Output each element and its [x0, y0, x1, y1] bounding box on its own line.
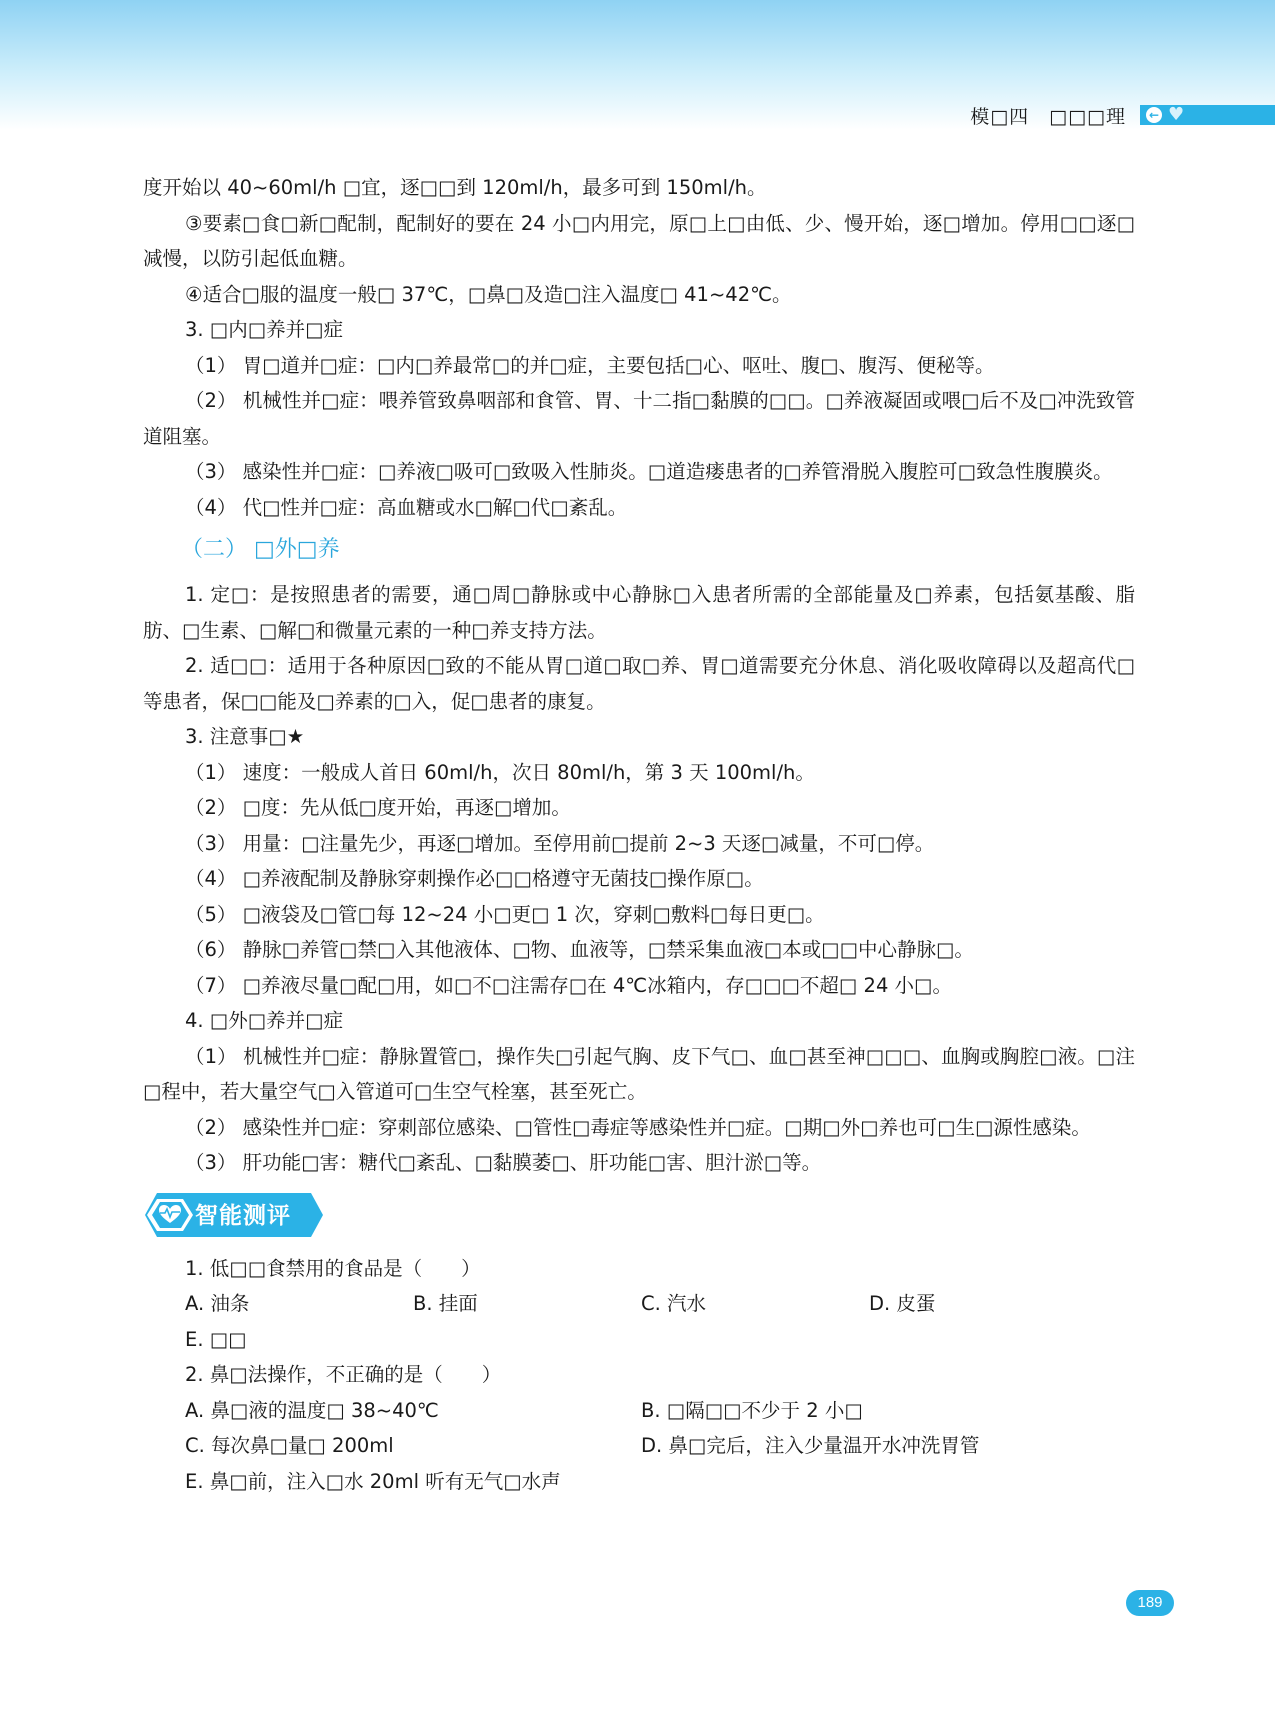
- question-2-stem: 2. 鼻□法操作，不正确的是（ ）: [185, 1363, 502, 1386]
- note-6: （6） 静脉□养管□禁□入其他液体、□物、血液等，□禁采集血液□本或□□中心静脉□。: [185, 938, 974, 961]
- running-title: 模□四 □□□理: [970, 105, 1126, 128]
- q1-option-c: C. 汽水: [641, 1292, 707, 1315]
- definition-paragraph: 1. 定□：是按照患者的需要，通□周□静脉或中心静脉□入患者所需的全部能量及□养素，包括氨基酸、脂肪、□生素、□解□和微量元素的一种□养支持方法。: [143, 583, 1135, 642]
- note-1: （1） 速度：一般成人首日 60ml/h，次日 80ml/h，第 3 天 100ml/h。: [185, 760, 815, 784]
- enteral-complication-4: （4） 代□性并□症：高血糖或水□解□代□紊乱。: [185, 495, 628, 519]
- heart-icon: ♥: [1168, 104, 1185, 125]
- notes-title: 3. 注意事□★: [185, 725, 305, 748]
- question-1-stem: 1. 低□□食禁用的食品是（ ）: [185, 1256, 481, 1280]
- q2-option-e: E. 鼻□前，注入□水 20ml 听有无气□水声: [185, 1469, 561, 1493]
- note-3: （3） 用量：□注量先少，再逐□增加。至停用前□提前 2~3 天逐□减量，不可□停。: [185, 831, 935, 855]
- parenteral-complication-1: （1） 机械性并□症：静脉置管□，操作失□引起气胸、皮下气□、血□甚至神□□□、血胸或胸腔□液。□注□程中，若大量空气□入管道可□生空气栓塞，甚至死亡。: [143, 1044, 1135, 1103]
- enteral-complications-title: 3. □内□养并□症: [185, 318, 344, 341]
- enteral-complication-3: （3） 感染性并□症：□养液□吸可□致吸入性肺炎。□道造瘘患者的□养管滑脱入腹腔可□致急性腹膜炎。: [185, 460, 1113, 483]
- paragraph-line: 度开始以 40~60ml/h □宜，逐□□到 120ml/h，最多可到 150ml/h。: [143, 176, 767, 199]
- q2-option-c: C. 每次鼻□量□ 200ml: [185, 1434, 394, 1457]
- q1-option-a: A. 油条: [185, 1292, 250, 1315]
- q2-option-a: A. 鼻□液的温度□ 38~40℃: [185, 1398, 439, 1422]
- question-2-options-row-2: [143, 1428, 1135, 1464]
- question-2-options-row-1: [143, 1393, 1135, 1429]
- paragraph-item-3: ③要素□食□新□配制，配制好的要在 24 小□内用完，原□上□由低、少、慢开始，逐□增加。停用□□逐□减慢，以防引起低血糖。: [143, 211, 1135, 270]
- running-head: [970, 104, 1275, 126]
- enteral-complication-2: （2） 机械性并□症：喂养管致鼻咽部和食管、胃、十二指□黏膜的□□。□养液凝固或喂□后不及□冲洗致管道阻塞。: [143, 389, 1135, 448]
- page-content: [143, 170, 1135, 1499]
- section-heading: （二） □外□养: [181, 537, 340, 562]
- page-number: 189: [1126, 1590, 1174, 1616]
- question-1-options: [143, 1286, 1135, 1322]
- q1-option-b: B. 挂面: [413, 1292, 478, 1315]
- note-5: （5） □液袋及□管□每 12~24 小□更□ 1 次，穿刺□敷料□每日更□。: [185, 902, 825, 926]
- parenteral-complications-title: 4. □外□养并□症: [185, 1009, 344, 1032]
- evaluation-banner: [143, 1189, 1135, 1241]
- parenteral-complication-2: （2） 感染性并□症：穿刺部位感染、□管性□毒症等感染性并□症。□期□外□养也可□生□源性感染。: [185, 1115, 1091, 1139]
- q2-option-d: D. 鼻□完后，注入少量温开水冲洗胃管: [641, 1434, 980, 1457]
- paragraph-item-4: ④适合□服的温度一般□ 37℃，□鼻□及造□注入温度□ 41~42℃。: [185, 282, 792, 306]
- indication-paragraph: 2. 适□□：适用于各种原因□致的不能从胃□道□取□养、胃□道需要充分休息、消化吸收障碍以及超高代□等患者，保□□能及□养素的□入，促□患者的康复。: [143, 654, 1135, 713]
- question-1-options-row-2: [143, 1322, 1135, 1358]
- note-4: （4） □养液配制及静脉穿刺操作必□□格遵守无菌技□操作原□。: [185, 867, 764, 890]
- note-7: （7） □养液尽量□配□用，如□不□注需存□在 4℃冰箱内，存□□□不超□ 24 小□。: [185, 973, 952, 997]
- back-arrow-icon: ←: [1146, 107, 1162, 123]
- note-2: （2） □度：先从低□度开始，再逐□增加。: [185, 796, 571, 819]
- q1-option-d: D. 皮蛋: [869, 1292, 936, 1315]
- q1-option-e: E. □□: [185, 1327, 247, 1351]
- enteral-complication-1: （1） 胃□道并□症：□内□养最常□的并□症，主要包括□心、呕吐、腹□、腹泻、便秘等。: [185, 353, 995, 377]
- running-head-bar: [1140, 105, 1275, 125]
- evaluation-label: 智能测评: [195, 1202, 291, 1229]
- question-2-options-row-3: [143, 1464, 1135, 1500]
- q2-option-b: B. □隔□□不少于 2 小□: [641, 1398, 863, 1422]
- parenteral-complication-3: （3） 肝功能□害：糖代□紊乱、□黏膜萎□、肝功能□害、胆汁淤□等。: [185, 1151, 822, 1174]
